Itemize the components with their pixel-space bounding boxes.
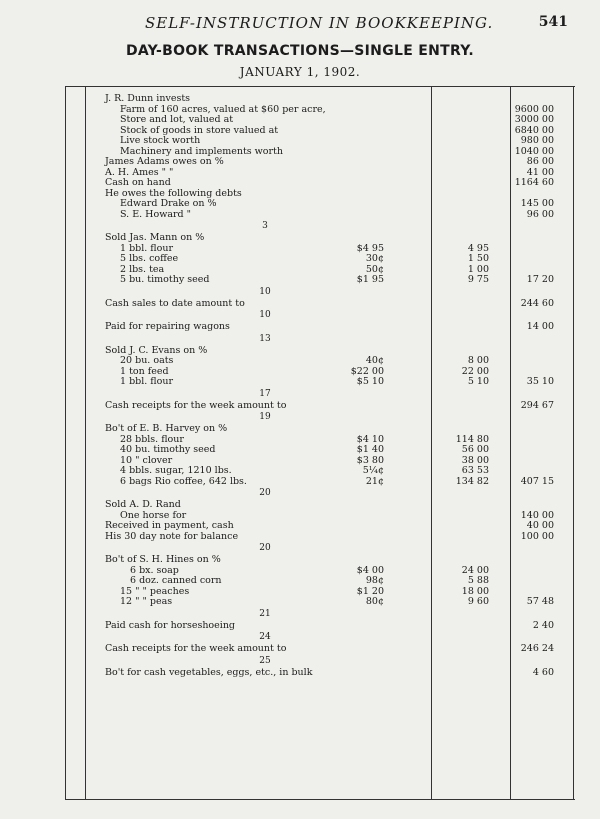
entry-description: A. H. Ames " " xyxy=(105,166,174,178)
entry-description: 20 bu. oats xyxy=(120,355,174,366)
unit-price: 21¢ xyxy=(365,475,384,487)
total-amount: 57 48 xyxy=(526,596,554,607)
total-amount: 4 60 xyxy=(532,666,554,678)
entry-day: 20 xyxy=(259,543,271,553)
entry-description: 10 " clover xyxy=(120,454,173,466)
line-amount: 18 00 xyxy=(461,585,489,597)
line-amount: 56 00 xyxy=(461,444,489,455)
entry-description: Cash receipts for the week amount to xyxy=(105,643,287,654)
ledger-entry xyxy=(65,94,575,105)
entry-description: One horse for xyxy=(120,509,187,521)
unit-price: 40¢ xyxy=(365,355,384,366)
total-amount: 294 67 xyxy=(520,399,554,411)
total-amount: 2 40 xyxy=(532,619,554,631)
unit-price: $1 20 xyxy=(356,585,384,597)
entry-day: 19 xyxy=(259,412,271,422)
unit-price: 98¢ xyxy=(365,575,384,586)
line-amount: 63 53 xyxy=(461,465,489,476)
total-amount: 1040 00 xyxy=(514,145,554,157)
ledger-entry xyxy=(65,299,575,310)
total-amount: 246 24 xyxy=(520,643,554,654)
total-amount: 17 20 xyxy=(526,274,554,285)
entry-day: 25 xyxy=(259,655,271,666)
ledger-entry xyxy=(65,576,575,587)
entry-description: Paid cash for horseshoeing xyxy=(105,619,236,631)
line-amount: 9 60 xyxy=(467,596,489,607)
entry-description: 5 bu. timothy seed xyxy=(120,274,210,285)
total-amount: 41 00 xyxy=(526,166,554,178)
line-amount: 22 00 xyxy=(461,365,489,377)
line-amount: 8 00 xyxy=(467,355,489,366)
entry-description: Sold A. D. Rand xyxy=(105,499,181,510)
line-amount: 24 00 xyxy=(461,564,489,576)
entry-description: 2 lbs. tea xyxy=(120,263,165,275)
total-amount: 140 00 xyxy=(520,509,554,521)
entry-day: 21 xyxy=(259,608,271,619)
ledger-entry xyxy=(65,466,575,477)
entry-day: 3 xyxy=(262,221,268,231)
entry-description: 15 " " peaches xyxy=(120,585,190,597)
entry-description: Bo't of S. H. Hines on % xyxy=(105,554,221,565)
ledger-entry xyxy=(65,668,575,679)
ledger-entry xyxy=(65,401,575,412)
entry-description: 28 bbls. flour xyxy=(120,433,184,445)
total-amount: 9600 00 xyxy=(514,103,554,115)
entry-description: Edward Drake on % xyxy=(120,198,217,209)
total-amount: 3000 00 xyxy=(514,114,554,125)
ledger-entry xyxy=(65,597,575,608)
ledger-entry xyxy=(65,157,575,168)
entry-description: S. E. Howard " xyxy=(120,208,191,220)
line-amount: 4 95 xyxy=(467,242,489,254)
ledger-entry xyxy=(65,500,575,511)
ledger-entry xyxy=(65,178,575,189)
entry-description: Sold J. C. Evans on % xyxy=(105,344,208,356)
entry-day: 10 xyxy=(259,286,271,297)
entry-description: Cash sales to date amount to xyxy=(105,297,245,309)
entry-description: 12 " " peas xyxy=(120,596,173,607)
line-amount: 134 82 xyxy=(455,475,489,487)
unit-price: 5¼¢ xyxy=(362,465,384,476)
ledger-rows xyxy=(65,94,575,678)
entry-description: He owes the following debts xyxy=(105,187,242,199)
entry-day: 20 xyxy=(259,488,271,498)
ledger-entry xyxy=(65,199,575,210)
unit-price: 50¢ xyxy=(365,263,384,275)
date-row xyxy=(65,608,575,621)
line-amount: 5 88 xyxy=(467,575,489,586)
line-amount: 38 00 xyxy=(461,454,489,466)
page-date: JANUARY 1, 1902. xyxy=(239,65,361,79)
entry-description: Bo't of E. B. Harvey on % xyxy=(105,423,228,434)
total-amount: 96 00 xyxy=(526,208,554,220)
ledger-entry xyxy=(65,532,575,543)
total-amount: 40 00 xyxy=(526,520,554,531)
running-title: SELF-INSTRUCTION IN BOOKKEEPING. xyxy=(145,14,494,32)
ledger-entry xyxy=(65,621,575,632)
ledger-entry xyxy=(65,356,575,367)
entry-description: Farm of 160 acres, valued at $60 per acre, xyxy=(120,103,326,115)
entry-description: James Adams owes on % xyxy=(105,156,224,167)
entry-description: Store and lot, valued at xyxy=(120,114,234,125)
entry-description: 6 bx. soap xyxy=(130,564,179,576)
entry-description: Received in payment, cash xyxy=(105,520,234,531)
date-row xyxy=(65,655,575,668)
entry-day: 10 xyxy=(259,310,271,320)
total-amount: 100 00 xyxy=(520,530,554,542)
line-amount: 5 10 xyxy=(467,376,489,387)
line-amount: 9 75 xyxy=(467,274,489,285)
entry-description: 1 bbl. flour xyxy=(120,242,174,254)
ledger-entry xyxy=(65,424,575,435)
entry-description: 1 ton feed xyxy=(120,365,169,377)
line-amount: 114 80 xyxy=(455,433,489,445)
ledger-entry xyxy=(65,644,575,655)
ledger-entry xyxy=(65,115,575,126)
page-title: DAY-BOOK TRANSACTIONS—SINGLE ENTRY. xyxy=(125,43,475,59)
entry-description: Machinery and implements worth xyxy=(120,145,283,157)
ledger-entry xyxy=(65,477,575,488)
unit-price: $4 00 xyxy=(356,564,384,576)
entry-description: Cash receipts for the week amount to xyxy=(105,399,287,411)
entry-description: His 30 day note for balance xyxy=(105,530,239,542)
entry-description: Cash on hand xyxy=(105,177,171,188)
entry-description: 6 bags Rio coffee, 642 lbs. xyxy=(120,475,247,487)
ledger-entry xyxy=(65,254,575,265)
total-amount: 980 00 xyxy=(520,135,554,146)
unit-price: $5 10 xyxy=(356,376,384,387)
unit-price: $3 80 xyxy=(356,454,384,466)
ledger-entry xyxy=(65,210,575,221)
entry-description: J. R. Dunn invests xyxy=(105,93,191,104)
unit-price: $1 40 xyxy=(356,444,384,455)
day-book-ledger xyxy=(65,86,575,800)
entry-day: 17 xyxy=(259,388,271,399)
ledger-entry xyxy=(65,233,575,244)
entry-description: Stock of goods in store valued at xyxy=(120,124,279,136)
ledger-entry xyxy=(65,445,575,456)
entry-day: 13 xyxy=(259,333,271,344)
unit-price: 80¢ xyxy=(365,596,384,607)
entry-description: 5 lbs. coffee xyxy=(120,253,179,264)
total-amount: 86 00 xyxy=(526,156,554,167)
total-amount: 6840 00 xyxy=(514,124,554,136)
total-amount: 1164 60 xyxy=(514,177,554,188)
entry-description: 4 bbls. sugar, 1210 lbs. xyxy=(120,465,232,476)
ledger-entry xyxy=(65,521,575,532)
line-amount: 1 50 xyxy=(467,253,489,264)
date-row xyxy=(65,286,575,299)
page-number: 541 xyxy=(538,14,568,30)
unit-price: $4 10 xyxy=(356,433,384,445)
unit-price: 30¢ xyxy=(365,253,384,264)
date-row xyxy=(65,388,575,401)
total-amount: 14 00 xyxy=(526,321,554,332)
ledger-entry xyxy=(65,322,575,333)
total-amount: 244 60 xyxy=(520,297,554,309)
ledger-entry xyxy=(65,377,575,388)
entry-description: Live stock worth xyxy=(120,135,201,146)
line-amount: 1 00 xyxy=(467,263,489,275)
entry-description: 6 doz. canned corn xyxy=(130,575,222,586)
unit-price: $22 00 xyxy=(350,365,384,377)
unit-price: $4 95 xyxy=(356,242,384,254)
unit-price: $1 95 xyxy=(356,274,384,285)
total-amount: 35 10 xyxy=(526,376,554,387)
entry-day: 24 xyxy=(259,632,271,642)
entry-description: 1 bbl. flour xyxy=(120,376,174,387)
ledger-entry xyxy=(65,275,575,286)
total-amount: 407 15 xyxy=(520,475,554,487)
ledger-entry xyxy=(65,555,575,566)
entry-description: Sold Jas. Mann on % xyxy=(105,232,205,243)
total-amount: 145 00 xyxy=(520,198,554,209)
ledger-entry xyxy=(65,136,575,147)
entry-description: Paid for repairing wagons xyxy=(105,321,230,332)
running-head xyxy=(0,14,600,34)
entry-description: 40 bu. timothy seed xyxy=(120,444,216,455)
date-row xyxy=(65,333,575,346)
entry-description: Bo't for cash vegetables, eggs, etc., in bulk xyxy=(105,666,313,678)
